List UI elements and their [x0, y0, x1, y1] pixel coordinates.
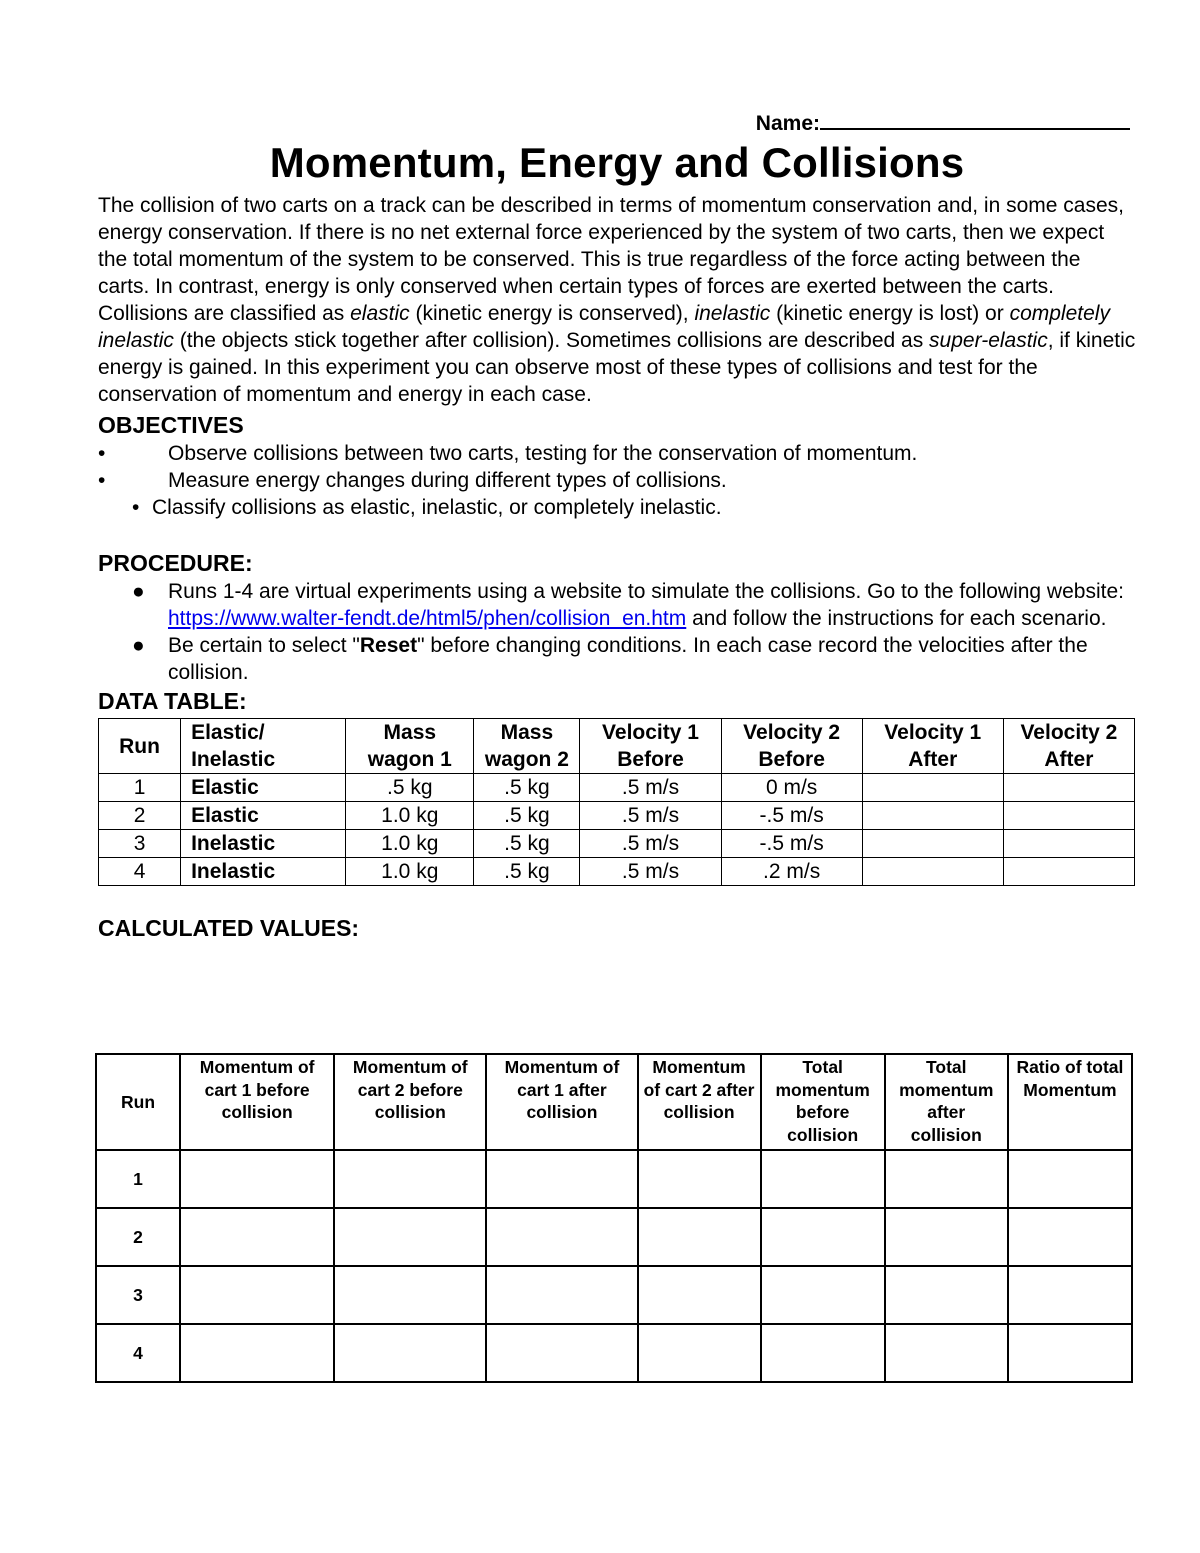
- objective-text: Measure energy changes during different types of collisions.: [168, 469, 727, 492]
- calc-cell[interactable]: [180, 1324, 334, 1382]
- calc-cell[interactable]: [761, 1150, 885, 1208]
- cell-v2-after[interactable]: [1003, 774, 1134, 802]
- cell-mass-2: .5 kg: [474, 774, 580, 802]
- cell-type: Elastic: [181, 774, 346, 802]
- calc-cell[interactable]: [761, 1208, 885, 1266]
- calc-cell[interactable]: [1008, 1324, 1132, 1382]
- procedure-text: Runs 1-4 are virtual experiments using a website to simulate the collisions. Go to the following website:: [168, 580, 1124, 603]
- calc-cell[interactable]: [885, 1266, 1008, 1324]
- table-row: [99, 802, 1135, 830]
- name-blank-line[interactable]: [820, 108, 1130, 130]
- table-row: [99, 830, 1135, 858]
- cell-v2-before: .2 m/s: [721, 858, 862, 886]
- data-table-heading: DATA TABLE:: [98, 688, 247, 714]
- calc-cell[interactable]: [1008, 1266, 1132, 1324]
- calc-cell-run: 4: [96, 1324, 180, 1382]
- cell-mass-1: 1.0 kg: [346, 802, 474, 830]
- calc-cell[interactable]: [638, 1150, 761, 1208]
- col-header-type: Elastic/ Inelastic: [181, 719, 346, 774]
- col-header-mass-2: Mass wagon 2: [474, 719, 580, 774]
- calc-col-header-ratio: Ratio of total Momentum: [1008, 1054, 1132, 1150]
- calc-col-header-run: Run: [96, 1054, 180, 1150]
- procedure-heading: PROCEDURE:: [98, 550, 253, 576]
- col-header-v2-after: Velocity 2 After: [1003, 719, 1134, 774]
- cell-mass-1: 1.0 kg: [346, 830, 474, 858]
- col-header-run: Run: [99, 719, 181, 774]
- calc-cell[interactable]: [638, 1208, 761, 1266]
- intro-text: Collisions are classified as: [98, 302, 351, 325]
- intro-text: , if kinetic energy is gained. In this experiment you can observe most of these types of collisions and test for the conservation of momentum and energy in each case.: [98, 329, 1136, 406]
- bullet-icon: •: [98, 442, 106, 465]
- calc-cell[interactable]: [180, 1266, 334, 1324]
- page-title: Momentum, Energy and Collisions: [269, 139, 965, 186]
- calc-cell[interactable]: [638, 1324, 761, 1382]
- calc-col-header-p1-before: Momentum of cart 1 before collision: [180, 1054, 334, 1150]
- procedure-list: [98, 578, 1136, 686]
- calc-cell[interactable]: [885, 1324, 1008, 1382]
- bullet-icon: •: [98, 469, 106, 492]
- intro-text: (kinetic energy is lost) or: [770, 302, 1010, 325]
- calc-cell[interactable]: [486, 1208, 637, 1266]
- calc-cell[interactable]: [761, 1324, 885, 1382]
- intro-paragraph-1: The collision of two carts on a track can be described in terms of momentum conservation and, in some cases, energy conservation. If there is no net external force experienced by the system of two carts, then we expect the total momentum of the system to be conserved. This is true regardless of the force acting between the carts. In contrast, energy is only conserved when certain types of forces are exerted between the carts.: [98, 194, 1124, 298]
- calc-cell-run: 2: [96, 1208, 180, 1266]
- intro-text: (kinetic energy is conserved),: [409, 302, 695, 325]
- table-row: [99, 858, 1135, 886]
- calc-cell[interactable]: [486, 1150, 637, 1208]
- cell-v1-before: .5 m/s: [580, 830, 721, 858]
- cell-mass-2: .5 kg: [474, 858, 580, 886]
- calculated-values-table: [95, 1053, 1133, 1383]
- cell-v1-after[interactable]: [862, 774, 1003, 802]
- col-header-v2-before: Velocity 2 Before: [721, 719, 862, 774]
- cell-mass-2: .5 kg: [474, 830, 580, 858]
- calc-cell[interactable]: [885, 1150, 1008, 1208]
- cell-type: Inelastic: [181, 858, 346, 886]
- calc-col-header-p1-after: Momentum of cart 1 after collision: [486, 1054, 637, 1150]
- table-row: [96, 1150, 1132, 1208]
- table-row: [96, 1266, 1132, 1324]
- term-completely-inelastic: completely inelastic: [98, 302, 1110, 352]
- calc-cell[interactable]: [334, 1266, 486, 1324]
- cell-v1-after[interactable]: [862, 802, 1003, 830]
- calc-cell[interactable]: [638, 1266, 761, 1324]
- objectives-list: [98, 440, 1136, 521]
- data-table-header-row: [99, 719, 1135, 774]
- spacer: [98, 521, 1136, 548]
- calc-cell[interactable]: [486, 1266, 637, 1324]
- calc-cell-run: 1: [96, 1150, 180, 1208]
- simulation-link[interactable]: https://www.walter-fendt.de/html5/phen/collision_en.htm: [168, 607, 687, 630]
- procedure-text: Be certain to select ": [168, 634, 360, 657]
- table-row: [96, 1324, 1132, 1382]
- term-elastic: elastic: [350, 302, 410, 325]
- bullet-icon: ●: [132, 580, 145, 603]
- name-field: [98, 108, 1130, 136]
- cell-v2-after[interactable]: [1003, 858, 1134, 886]
- calc-cell[interactable]: [1008, 1208, 1132, 1266]
- calc-cell[interactable]: [180, 1208, 334, 1266]
- calc-cell[interactable]: [334, 1324, 486, 1382]
- intro-text: (the objects stick together after collision). Sometimes collisions are described as: [173, 329, 930, 352]
- calculated-values-heading: CALCULATED VALUES:: [98, 915, 360, 941]
- cell-v2-before: 0 m/s: [721, 774, 862, 802]
- calc-cell[interactable]: [1008, 1150, 1132, 1208]
- procedure-item: [98, 632, 1136, 686]
- intro-paragraph-2: [98, 300, 1136, 408]
- cell-mass-2: .5 kg: [474, 802, 580, 830]
- cell-type: Elastic: [181, 802, 346, 830]
- calc-cell[interactable]: [885, 1208, 1008, 1266]
- term-inelastic: inelastic: [694, 302, 771, 325]
- calc-cell[interactable]: [180, 1150, 334, 1208]
- cell-mass-1: .5 kg: [346, 774, 474, 802]
- calc-header-row: [96, 1054, 1132, 1150]
- objectives-heading: OBJECTIVES: [98, 412, 244, 438]
- calc-cell-run: 3: [96, 1266, 180, 1324]
- objective-item: [98, 494, 1136, 521]
- col-header-v1-before: Velocity 1 Before: [580, 719, 721, 774]
- term-super-elastic: super-elastic: [929, 329, 1048, 352]
- spacer: [98, 886, 1136, 913]
- objective-text: Classify collisions as elastic, inelastic, or completely inelastic.: [152, 496, 722, 519]
- data-table: [98, 718, 1135, 886]
- cell-v1-before: .5 m/s: [580, 802, 721, 830]
- cell-v2-before: -.5 m/s: [721, 830, 862, 858]
- col-header-mass-1: Mass wagon 1: [346, 719, 474, 774]
- objective-text: Observe collisions between two carts, testing for the conservation of momentum.: [168, 442, 918, 465]
- procedure-text: and follow the instructions for each scenario.: [686, 607, 1107, 630]
- calc-cell[interactable]: [761, 1266, 885, 1324]
- procedure-text: " before changing conditions. In each case record the velocities after the collision.: [168, 634, 1088, 684]
- objective-item: [98, 440, 1136, 467]
- calc-cell[interactable]: [334, 1150, 486, 1208]
- reset-keyword: Reset: [359, 634, 418, 657]
- cell-run: 2: [99, 802, 181, 830]
- calc-col-header-total-after: Total momentum after collision: [885, 1054, 1008, 1150]
- cell-run: 1: [99, 774, 181, 802]
- procedure-item: [98, 578, 1136, 632]
- worksheet-page: [98, 108, 1136, 1363]
- cell-run: 3: [99, 830, 181, 858]
- cell-run: 4: [99, 858, 181, 886]
- calc-col-header-p2-after: Momentum of cart 2 after collision: [638, 1054, 761, 1150]
- calc-cell[interactable]: [486, 1324, 637, 1382]
- cell-v1-after[interactable]: [862, 858, 1003, 886]
- cell-v2-before: -.5 m/s: [721, 802, 862, 830]
- cell-mass-1: 1.0 kg: [346, 858, 474, 886]
- name-label: Name:: [755, 112, 820, 135]
- cell-v2-after[interactable]: [1003, 830, 1134, 858]
- cell-v2-after[interactable]: [1003, 802, 1134, 830]
- calc-col-header-p2-before: Momentum of cart 2 before collision: [334, 1054, 486, 1150]
- col-header-v1-after: Velocity 1 After: [862, 719, 1003, 774]
- bullet-icon: •: [132, 496, 140, 519]
- calc-cell[interactable]: [334, 1208, 486, 1266]
- calc-col-header-total-before: Total momentum before collision: [761, 1054, 885, 1150]
- cell-v1-before: .5 m/s: [580, 774, 721, 802]
- bullet-icon: ●: [132, 634, 145, 657]
- table-row: [96, 1208, 1132, 1266]
- cell-v1-before: .5 m/s: [580, 858, 721, 886]
- objective-item: [98, 467, 1136, 494]
- cell-v1-after[interactable]: [862, 830, 1003, 858]
- table-row: [99, 774, 1135, 802]
- cell-type: Inelastic: [181, 830, 346, 858]
